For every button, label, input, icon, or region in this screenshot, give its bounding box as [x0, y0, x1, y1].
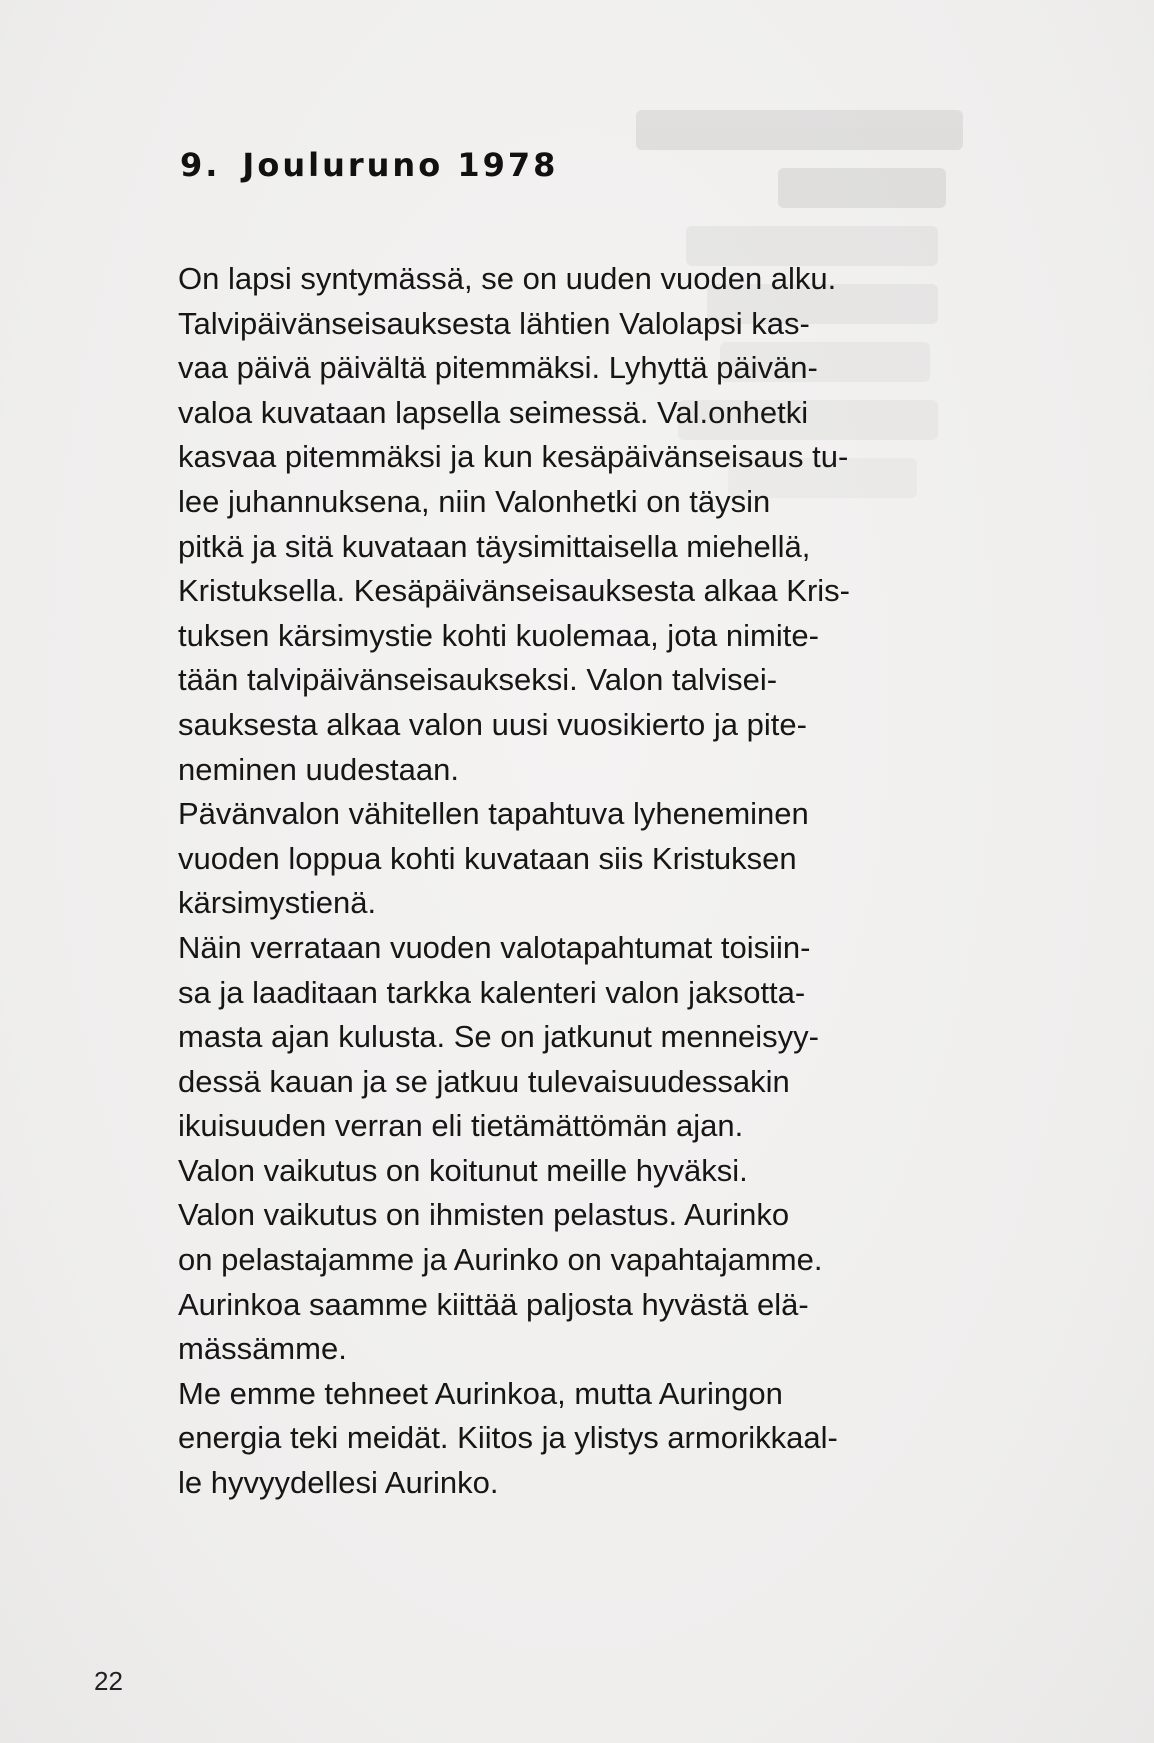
text-line: valoa kuvataan lapsella seimessä. Val.onhetki [178, 394, 809, 430]
text-line: Talvipäivänseisauksesta lähtien Valolapsi kas- [178, 305, 810, 341]
text-line: kärsimystienä. [178, 885, 377, 921]
chapter-title: Jouluruno 1978 [242, 146, 559, 184]
text-line: Valon vaikutus on ihmisten pelastus. Aurinko [178, 1197, 790, 1233]
chapter-heading [180, 146, 558, 184]
text-line: Aurinkoa saamme kiittää paljosta hyvästä elä- [178, 1286, 809, 1322]
text-line: on pelastajamme ja Aurinko on vapahtajamme. [178, 1242, 823, 1278]
chapter-number: 9. [180, 146, 221, 184]
poem-body [178, 257, 1028, 1506]
page-number: 22 [94, 1666, 123, 1696]
text-line: Me emme tehneet Aurinkoa, mutta Auringon [178, 1375, 783, 1411]
text-line: tään talvipäivänseisaukseksi. Valon talvisei- [178, 662, 778, 698]
text-line: On lapsi syntymässä, se on uuden vuoden alku. [178, 261, 837, 296]
text-line: lee juhannuksena, niin Valonhetki on täysin [178, 483, 771, 519]
text-line: kasvaa pitemmäksi ja kun kesäpäivänseisaus tu- [178, 439, 849, 475]
text-line: neminen uudestaan. [178, 751, 459, 787]
text-line: sauksesta alkaa valon uusi vuosikierto ja pite- [178, 706, 807, 742]
text-line: vuoden loppua kohti kuvataan siis Kristuksen [178, 840, 797, 876]
text-line: sa ja laaditaan tarkka kalenteri valon jaksotta- [178, 974, 806, 1010]
text-line: masta ajan kulusta. Se on jatkunut menneisyy- [178, 1019, 820, 1055]
text-line: Näin verrataan vuoden valotapahtumat toisiin- [178, 929, 811, 965]
text-line: ikuisuuden verran eli tietämättömän ajan. [178, 1108, 744, 1144]
text-line: Valon vaikutus on koitunut meille hyväksi. [178, 1152, 748, 1188]
text-line: pitkä ja sitä kuvataan täysimittaisella miehellä, [178, 528, 811, 564]
text-line: energia teki meidät. Kiitos ja ylistys armorikkaal- [178, 1420, 838, 1456]
text-line: mässämme. [178, 1331, 347, 1367]
text-line: Pävänvalon vähitellen tapahtuva lyheneminen [178, 796, 809, 832]
text-line: dessä kauan ja se jatkuu tulevaisuudessakin [178, 1063, 790, 1099]
text-line: le hyvyydellesi Aurinko. [178, 1465, 499, 1501]
text-line: tuksen kärsimystie kohti kuolemaa, jota nimite- [178, 617, 819, 653]
text-line: vaa päivä päivältä pitemmäksi. Lyhyttä päivän- [178, 350, 818, 386]
text-line: Kristuksella. Kesäpäivänseisauksesta alkaa Kris- [178, 573, 850, 609]
